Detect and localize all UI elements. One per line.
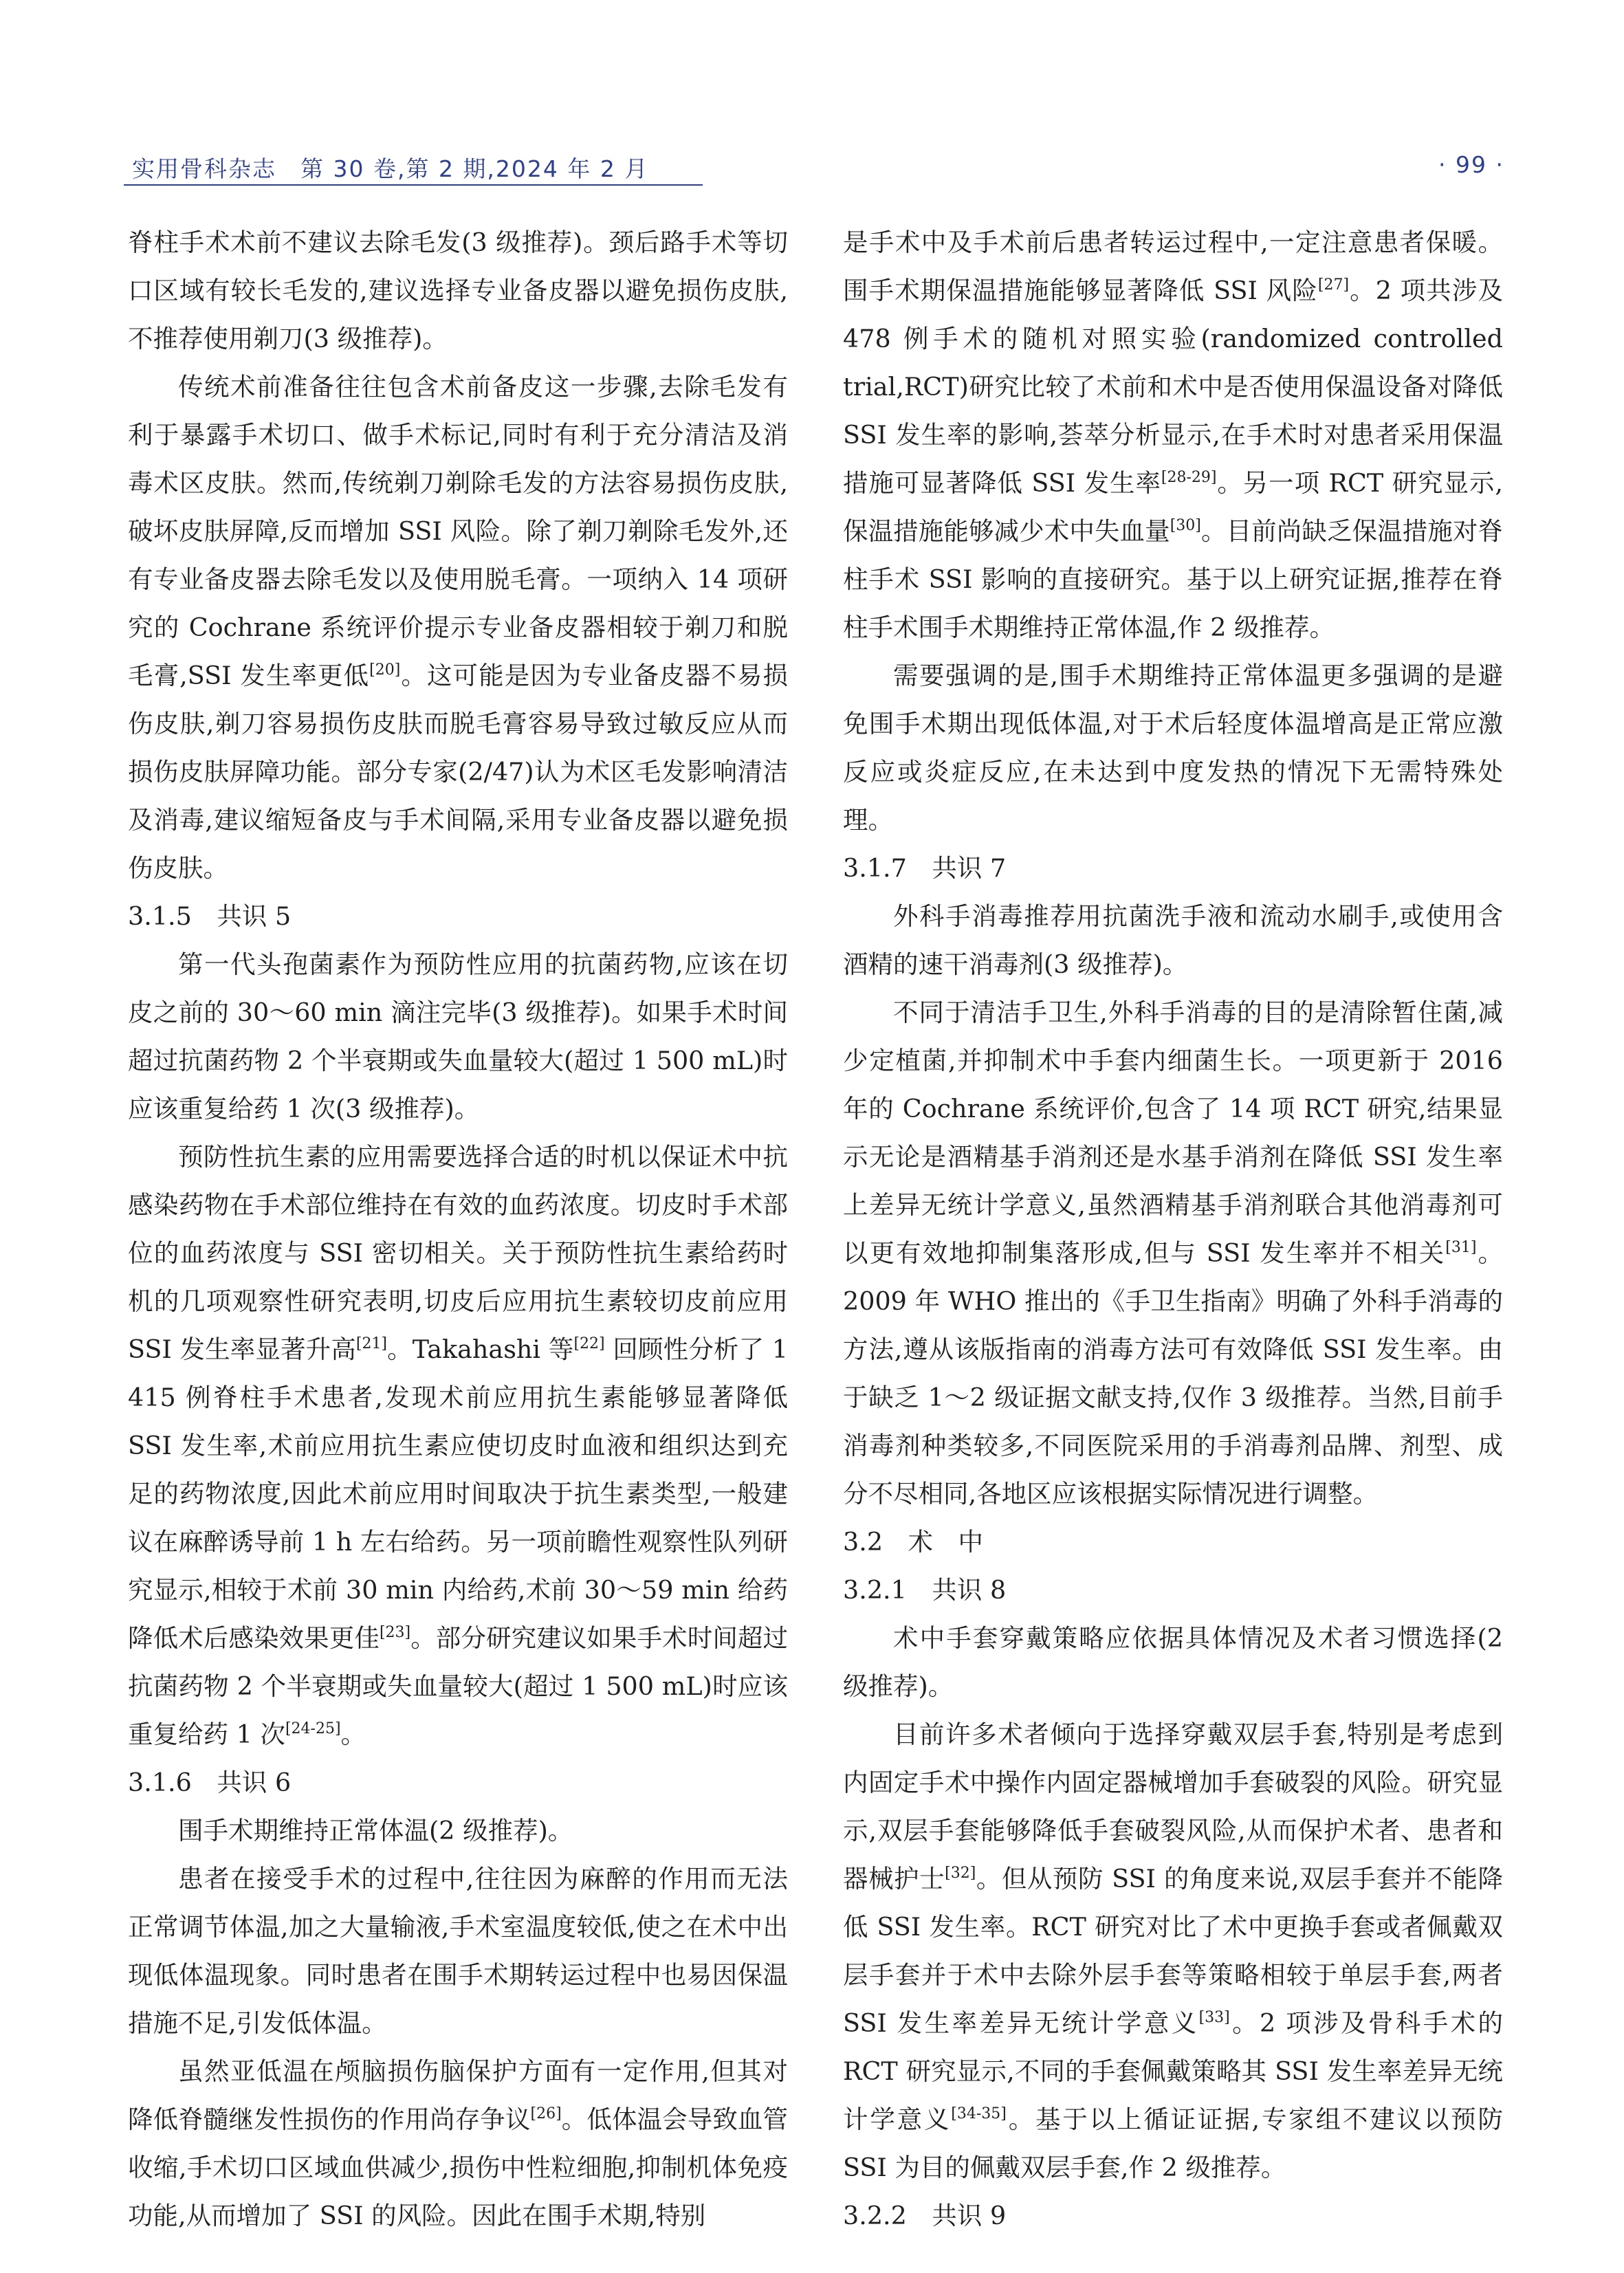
right-column	[843, 219, 1504, 2230]
citation-marker: [22]	[573, 1335, 605, 1352]
section-heading: 3.1.7 共识 7	[843, 853, 1007, 883]
body-paragraph: 脊柱手术术前不建议去除毛发(3 级推荐)。颈后路手术等切口区域有较长毛发的,建议选择专业备皮器以避免损伤皮肤,不推荐使用剃刀(3 级推荐)。	[128, 228, 788, 353]
body-paragraph: 外科手消毒推荐用抗菌洗手液和流动水刷手,或使用含酒精的速干消毒剂(3 级推荐)。	[843, 901, 1503, 979]
citation-marker: [33]	[1198, 2009, 1230, 2026]
citation-marker: [24-25]	[285, 1720, 341, 1737]
citation-marker: [30]	[1170, 517, 1201, 534]
citation-marker: [21]	[355, 1335, 388, 1352]
left-column	[128, 219, 789, 2230]
body-paragraph: 传统术前准备往往包含术前备皮这一步骤,去除毛发有利于暴露手术切口、做手术标记,同时有利于充分清洁及消毒术区皮肤。然而,传统剃刀剃除毛发的方法容易损伤皮肤,破坏皮肤屏障,反而增加 SSI 风险。除了剃刀剃除毛发外,还有专业备皮器去除毛发以及使用脱毛膏。一项纳入 14 项研究的 Cochrane 系统评价提示专业备皮器相较于剃刀和脱毛膏,SSI 发生率更低[20]。这可能是因为专业备皮器不易损伤皮肤,剃刀容易损伤皮肤而脱毛膏容易导致过敏反应从而损伤皮肤屏障功能。部分专家(2/47)认为术区毛发影响清洁及消毒,建议缩短备皮与手术间隔,采用专业备皮器以避免损伤皮肤。	[128, 372, 789, 883]
body-paragraph: 是手术中及手术前后患者转运过程中,一定注意患者保暖。围手术期保温措施能够显著降低 SSI 风险[27]。2 项共涉及 478 例手术的随机对照实验(randomized controlled trial,RCT)研究比较了术前和术中是否使用保温设备对降低 SSI 发生率的影响,荟萃分析显示,在手术时对患者采用保温措施可显著降低 SSI 发生率[28-29]。另一项 RCT 研究显示,保温措施能够减少术中失血量[30]。目前尚缺乏保温措施对脊柱手术 SSI 影响的直接研究。基于以上研究证据,推荐在脊柱手术围手术期维持正常体温,作 2 级推荐。	[843, 228, 1504, 642]
section-heading: 3.1.5 共识 5	[128, 901, 292, 931]
citation-marker: [26]	[530, 2105, 562, 2122]
citation-marker: [34-35]	[951, 2105, 1007, 2122]
body-paragraph: 围手术期维持正常体温(2 级推荐)。	[178, 1816, 573, 1845]
section-heading: 3.1.6 共识 6	[128, 1768, 292, 1797]
body-paragraph: 术中手套穿戴策略应依据具体情况及术者习惯选择(2 级推荐)。	[843, 1623, 1503, 1701]
section-heading: 3.2 术 中	[843, 1527, 984, 1557]
journal-title: 实用骨科杂志 第 30 卷,第 2 期,2024 年 2 月	[132, 155, 649, 182]
citation-marker: [27]	[1317, 276, 1350, 294]
citation-marker: [28-29]	[1161, 469, 1217, 486]
citation-marker: [31]	[1445, 1239, 1477, 1256]
body-paragraph: 需要强调的是,围手术期维持正常体温更多强调的是避免围手术期出现低体温,对于术后轻度体温增高是正常应激反应或炎症反应,在未达到中度发热的情况下无需特殊处理。	[843, 661, 1503, 835]
body-paragraph: 目前许多术者倾向于选择穿戴双层手套,特别是考虑到内固定手术中操作内固定器械增加手套破裂的风险。研究显示,双层手套能够降低手套破裂风险,从而保护术者、患者和器械护士[32]。但从预防 SSI 的角度来说,双层手套并不能降低 SSI 发生率。RCT 研究对比了术中更换手套或者佩戴双层手套并于术中去除外层手套等策略相较于单层手套,两者 SSI 发生率差异无统计学意义[33]。2 项涉及骨科手术的 RCT 研究显示,不同的手套佩戴策略其 SSI 发生率差异无统计学意义[34-35]。基于以上循证证据,专家组不建议以预防 SSI 为目的佩戴双层手套,作 2 级推荐。	[843, 1720, 1504, 2182]
citation-marker: [20]	[369, 661, 401, 679]
section-heading: 3.2.2 共识 9	[843, 2201, 1007, 2230]
citation-marker: [32]	[945, 1865, 976, 1882]
body-paragraph: 虽然亚低温在颅脑损伤脑保护方面有一定作用,但其对降低脊髓继发性损伤的作用尚存争议[26]。低体温会导致血管收缩,手术切口区域血供减少,损伤中性粒细胞,抑制机体免疫功能,从而增加了 SSI 的风险。因此在围手术期,特别	[128, 2056, 789, 2230]
body-paragraph: 不同于清洁手卫生,外科手消毒的目的是清除暂住菌,减少定植菌,并抑制术中手套内细菌生长。一项更新于 2016 年的 Cochrane 系统评价,包含了 14 项 RCT 研究,结果显示无论是酒精基手消剂还是水基手消剂在降低 SSI 发生率上差异无统计学意义,虽然酒精基手消剂联合其他消毒剂可以更有效地抑制集落形成,但与 SSI 发生率并不相关[31]。2009 年 WHO 推出的《手卫生指南》明确了外科手消毒的方法,遵从该版指南的消毒方法可有效降低 SSI 发生率。由于缺乏 1～2 级证据文献支持,仅作 3 级推荐。当然,目前手消毒剂种类较多,不同医院采用的手消毒剂品牌、剂型、成分不尽相同,各地区应该根据实际情况进行调整。	[843, 998, 1504, 1508]
body-paragraph: 预防性抗生素的应用需要选择合适的时机以保证术中抗感染药物在手术部位维持在有效的血药浓度。切皮时手术部位的血药浓度与 SSI 密切相关。关于预防性抗生素给药时机的几项观察性研究表明,切皮后应用抗生素较切皮前应用 SSI 发生率显著升高[21]。Takahashi 等[22] 回顾性分析了 1 415 例脊柱手术患者,发现术前应用抗生素能够显著降低 SSI 发生率,术前应用抗生素应使切皮时血液和组织达到充足的药物浓度,因此术前应用时间取决于抗生素类型,一般建议在麻醉诱导前 1 h 左右给药。另一项前瞻性观察性队列研究显示,相较于术前 30 min 内给药,术前 30～59 min 给药降低术后感染效果更佳[23]。部分研究建议如果手术时间超过抗菌药物 2 个半衰期或失血量较大(超过 1 500 mL)时应该重复给药 1 次[24-25]。	[128, 1142, 789, 1749]
running-header	[124, 146, 1513, 187]
body-paragraph: 第一代头孢菌素作为预防性应用的抗菌药物,应该在切皮之前的 30～60 min 滴注完毕(3 级推荐)。如果手术时间超过抗菌药物 2 个半衰期或失血量较大(超过 1 500 mL)时应该重复给药 1 次(3 级推荐)。	[128, 949, 788, 1123]
citation-marker: [23]	[379, 1624, 411, 1641]
section-heading: 3.2.1 共识 8	[843, 1575, 1007, 1605]
body-paragraph: 患者在接受手术的过程中,往往因为麻醉的作用而无法正常调节体温,加之大量输液,手术室温度较低,使之在术中出现低体温现象。同时患者在围手术期转运过程中也易因保温措施不足,引发低体温。	[128, 1864, 788, 2038]
page-number: · 99 ·	[1438, 151, 1504, 178]
header-rule	[124, 184, 703, 186]
